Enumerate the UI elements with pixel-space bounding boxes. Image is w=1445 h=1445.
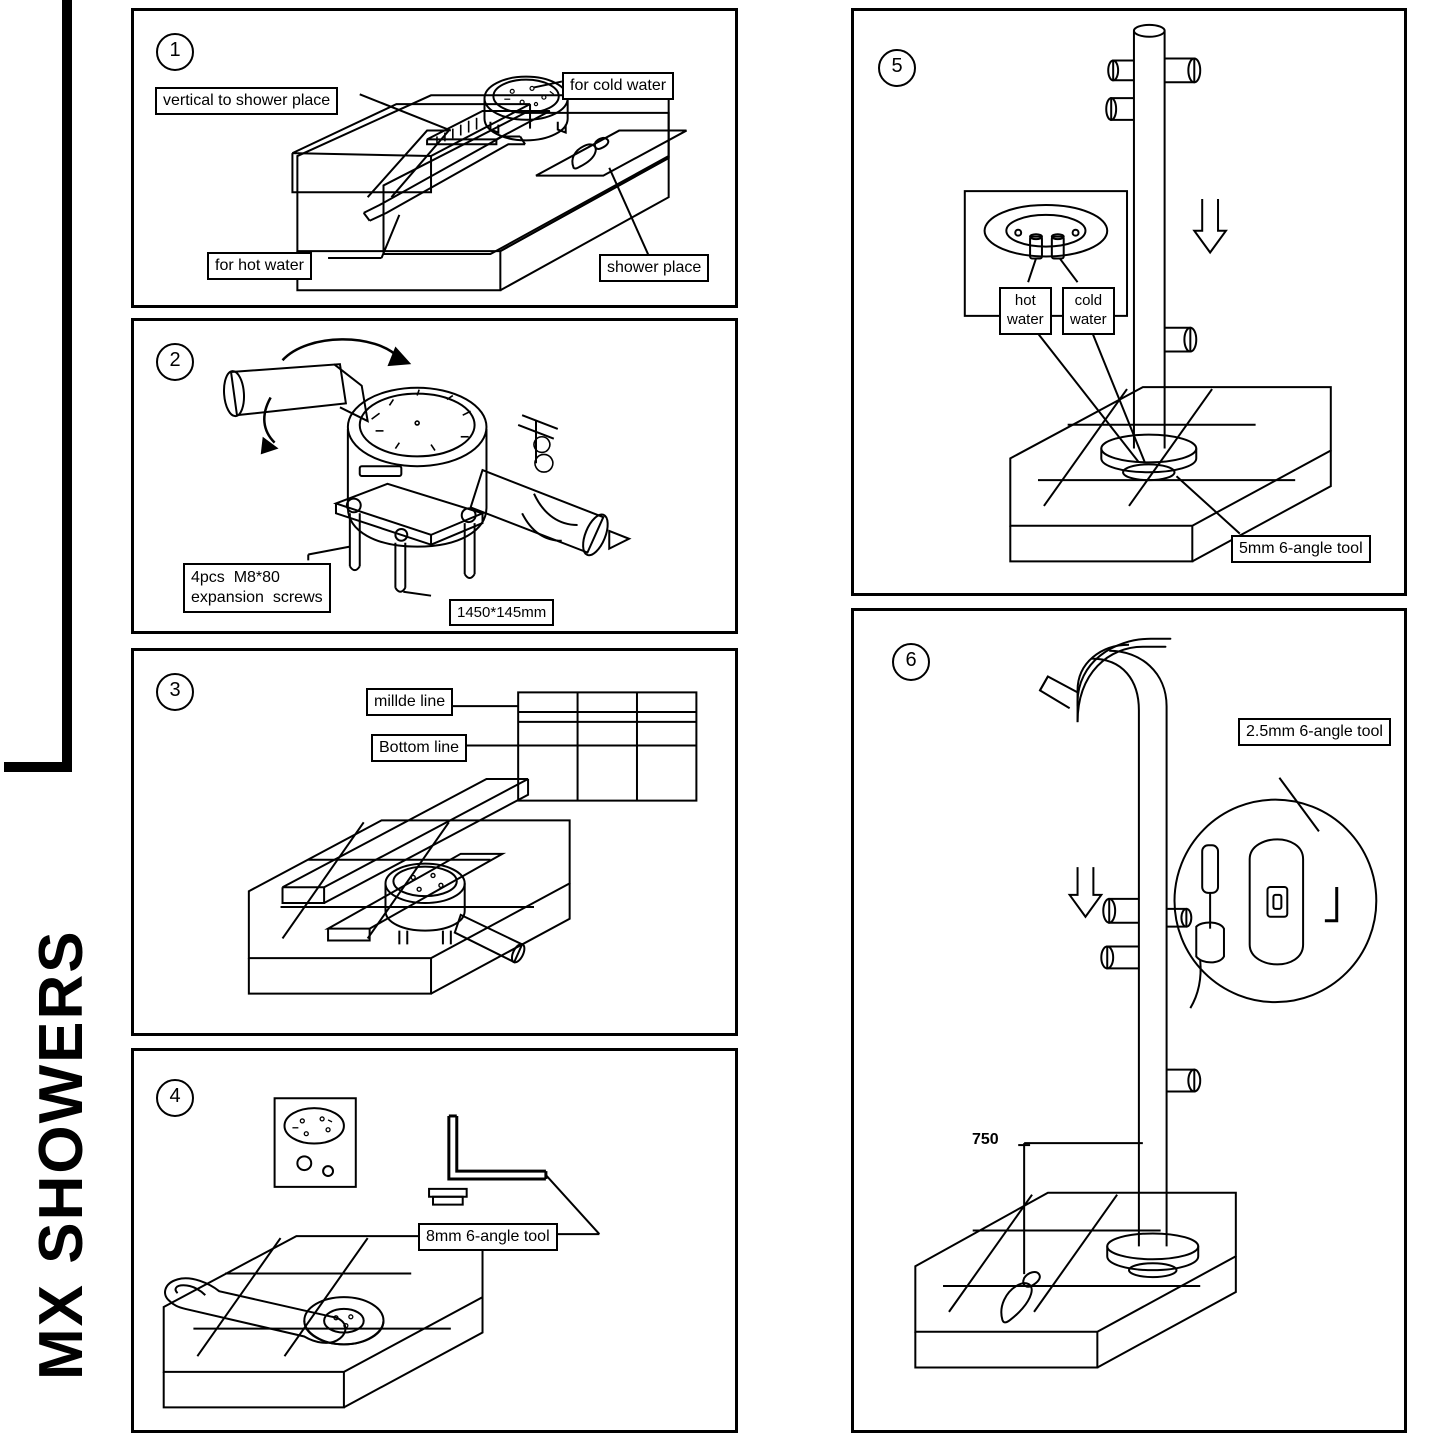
label-hot-water <box>999 287 1052 335</box>
brand-rule-horizontal <box>4 762 72 772</box>
label-cold-water <box>1062 287 1115 335</box>
step-number-2: 2 <box>156 343 194 381</box>
panel-step-6 <box>851 608 1407 1433</box>
step-5-illustration <box>854 11 1404 593</box>
label-height-dimension: 750 <box>972 1131 999 1148</box>
label-for-cold-water: for cold water <box>562 72 674 100</box>
label-expansion-screws-line2: expansion screws <box>191 589 323 606</box>
panel-step-2 <box>131 318 738 634</box>
label-cold-water-line1: cold <box>1074 292 1103 309</box>
brand-strip <box>0 0 120 1445</box>
label-shower-place: shower place <box>599 254 709 282</box>
step-number-4: 4 <box>156 1079 194 1117</box>
step-number-1: 1 <box>156 33 194 71</box>
label-8mm-6-angle-tool: 8mm 6-angle tool <box>418 1223 558 1251</box>
panel-step-4 <box>131 1048 738 1433</box>
label-middle-line: millde line <box>366 688 453 716</box>
label-pipe-dimension: 1450*145mm <box>449 599 554 626</box>
label-bottom-line: Bottom line <box>371 734 467 762</box>
label-hot-water-line1: hot <box>1014 292 1036 309</box>
step-number-6: 6 <box>892 643 930 681</box>
step-number-5: 5 <box>878 49 916 87</box>
label-hot-water-line2: water <box>1007 310 1044 328</box>
step-number-3: 3 <box>156 673 194 711</box>
label-cold-water-line2: water <box>1070 310 1107 328</box>
panel-step-5 <box>851 8 1407 596</box>
label-2point5mm-6-angle-tool: 2.5mm 6-angle tool <box>1238 718 1391 746</box>
label-vertical-to-shower-place: vertical to shower place <box>155 87 338 115</box>
label-expansion-screws <box>183 563 331 613</box>
panel-step-1 <box>131 8 738 308</box>
label-for-hot-water: for hot water <box>207 252 312 280</box>
label-expansion-screws-line1: 4pcs M8*80 <box>191 569 280 586</box>
label-5mm-6-angle-tool: 5mm 6-angle tool <box>1231 535 1371 563</box>
brand-name: MX SHOWERS <box>27 929 96 1380</box>
panel-step-3 <box>131 648 738 1036</box>
brand-rule-vertical <box>62 0 72 772</box>
